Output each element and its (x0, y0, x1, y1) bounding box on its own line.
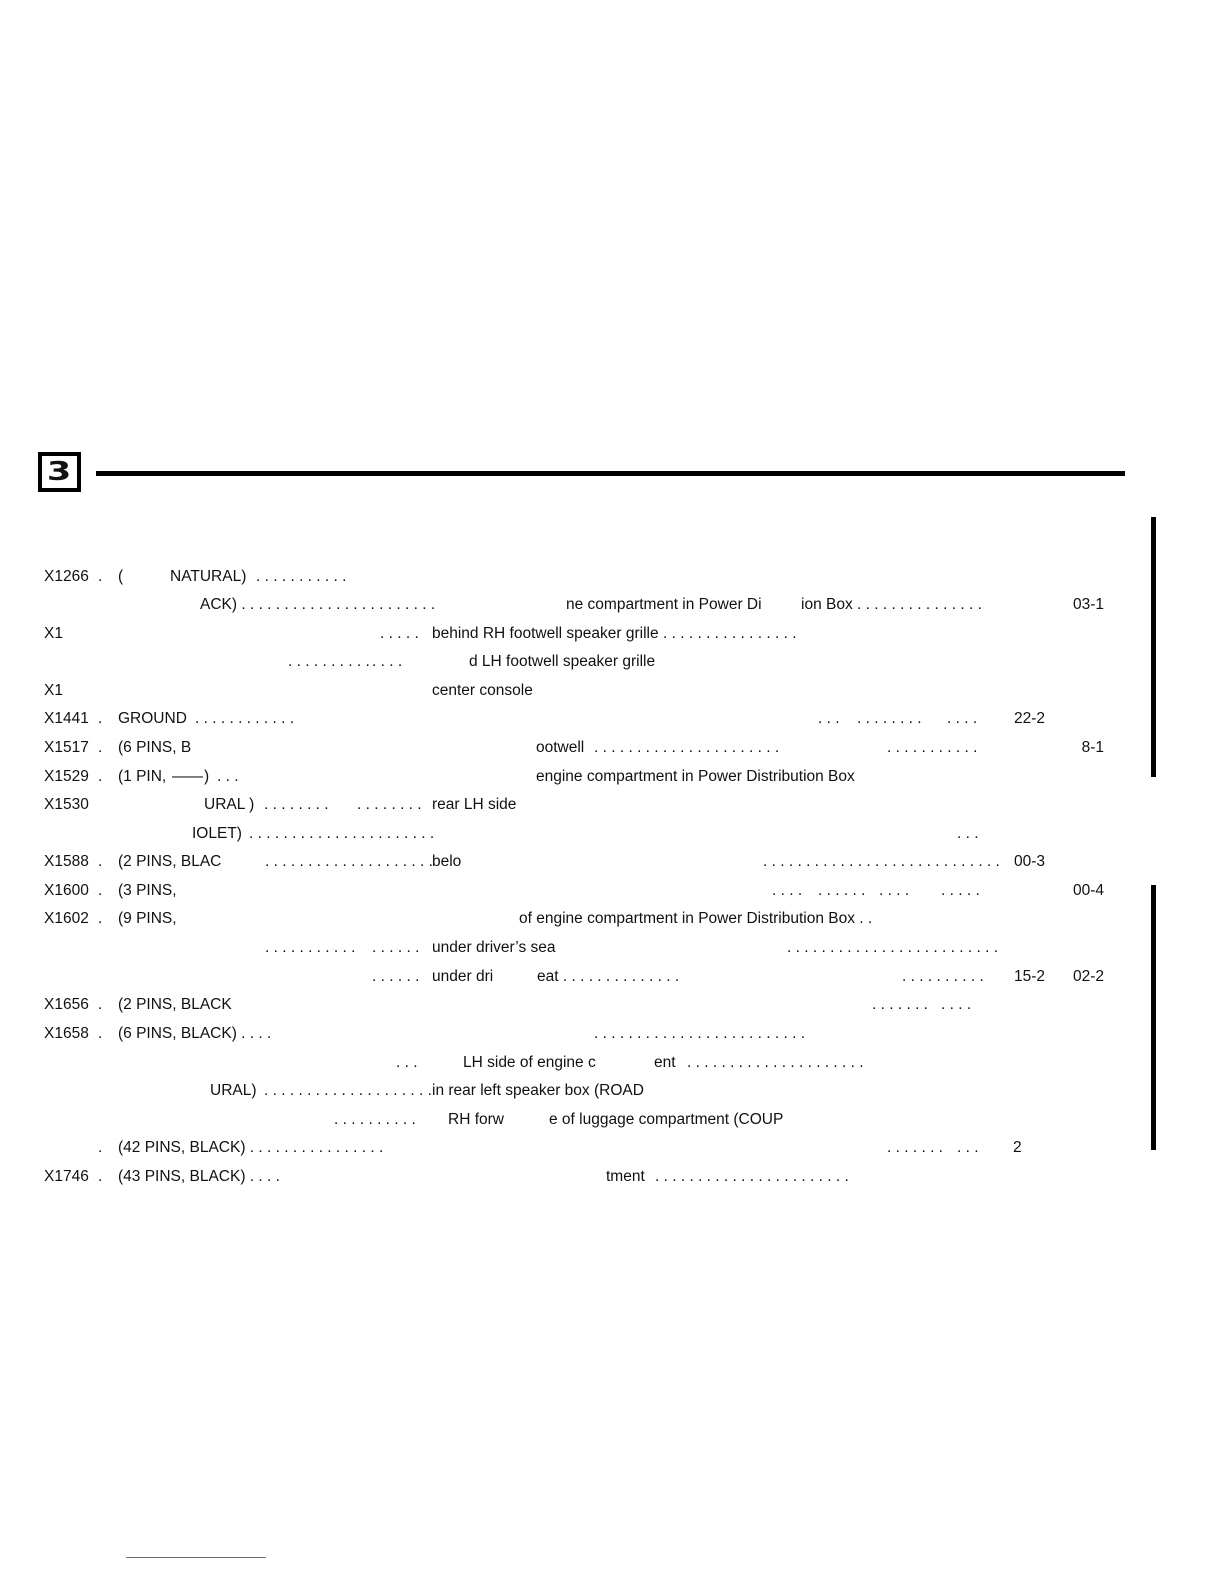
leader-dots: . . . . . . . . . . . . . . . . . . . . . . (249, 825, 435, 842)
connector-id: X1600 (44, 882, 89, 899)
connector-desc: (2 PINS, BLAC (118, 853, 222, 870)
leader-dots: . . . . . . . . . . . . . . . . . . . . . . . . . . . . (763, 853, 1000, 870)
page-ref: 02-2 (1072, 968, 1104, 985)
location-text: LH side of engine c (463, 1054, 596, 1071)
connector-id: X1266 (44, 568, 89, 585)
connector-desc: IOLET) (192, 825, 242, 842)
leader-dots: . . . . . . . . . . (334, 1111, 416, 1128)
leader-dots: . . . . . . . . . . (902, 968, 984, 985)
leader-dots: . . . . . . . . . . (288, 653, 370, 670)
connector-id: X1 (44, 682, 63, 699)
leader-dots: . . . . (947, 710, 978, 727)
leader-dot: . (98, 1139, 103, 1156)
location-text: ion Box . . . . . . . . . . . . . . . (801, 596, 982, 613)
location-text: d LH footwell speaker grille (469, 653, 656, 670)
leader-dots: . . . . . . (818, 882, 866, 899)
leader-dot: . (98, 710, 103, 727)
leader-dot: . (98, 853, 103, 870)
header-rule (96, 471, 1125, 476)
page-ref: 00-3 (1013, 853, 1045, 870)
location-text: RH forw (448, 1111, 504, 1128)
table-row (0, 1110, 1224, 1130)
page-ref: 22-2 (1013, 710, 1045, 727)
leader-dots: . . . . . . . . . . . . . . . . . . . . . (687, 1054, 864, 1071)
table-row (0, 881, 1224, 901)
connector-desc: (43 PINS, BLACK) . . . . (118, 1168, 280, 1185)
page-ref: 2 (1013, 1139, 1022, 1156)
connector-desc: ACK) . . . . . . . . . . . . . . . . . . . . . . . (200, 596, 436, 613)
leader-dots: . . . (217, 768, 239, 785)
connector-desc: (42 PINS, BLACK) . . . . . . . . . . . . . . . . (118, 1139, 384, 1156)
table-row (0, 738, 1224, 758)
location-text: under driver’s sea (432, 939, 556, 956)
leader-dots: . . . . . . . . (857, 710, 922, 727)
connector-id: X1441 (44, 710, 89, 727)
leader-dots: . . . . . (941, 882, 980, 899)
table-row (0, 824, 1224, 844)
location-text: in rear left speaker box (ROAD (432, 1082, 644, 1099)
leader-dot: . (98, 910, 103, 927)
leader-dot: . (98, 1168, 103, 1185)
connector-desc: URAL ) (204, 796, 255, 813)
connector-id: X1517 (44, 739, 89, 756)
location-text: engine compartment in Power Distribution Box (536, 768, 855, 785)
table-row (0, 567, 1224, 587)
connector-id: X1 (44, 625, 63, 642)
location-text: behind RH footwell speaker grille (432, 625, 659, 642)
leader-dots: . . . (957, 825, 979, 842)
section-number-badge (38, 452, 81, 492)
location-text: ent (654, 1054, 676, 1071)
connector-desc: GROUND (118, 710, 187, 727)
connector-desc: —— (172, 768, 203, 785)
table-row (0, 995, 1224, 1015)
leader-dots: . . . . . . . . . . . . . . . . . . . . (265, 853, 433, 870)
leader-dot: . (98, 996, 103, 1013)
table-row (0, 1081, 1224, 1101)
connector-desc: (6 PINS, B (118, 739, 192, 756)
leader-dots: . . . . (879, 882, 910, 899)
table-row (0, 1053, 1224, 1073)
table-row (0, 967, 1224, 987)
connector-desc: (2 PINS, BLACK (118, 996, 232, 1013)
connector-desc: NATURAL) (170, 568, 247, 585)
table-row (0, 1138, 1224, 1158)
leader-dot: . (98, 882, 103, 899)
leader-dots: . . . . . . . . (264, 796, 329, 813)
connector-id: X1656 (44, 996, 89, 1013)
leader-dots: . . . (396, 1054, 418, 1071)
table-row (0, 652, 1224, 672)
leader-dots: . . . . . . . . . . . (256, 568, 347, 585)
leader-dot: . (98, 1025, 103, 1042)
table-row (0, 709, 1224, 729)
connector-id: X1588 (44, 853, 89, 870)
leader-dots: . . . . (772, 882, 803, 899)
connector-id: X1746 (44, 1168, 89, 1185)
table-row (0, 795, 1224, 815)
leader-dots: . . . . . . . . . . . (887, 739, 978, 756)
leader-dots: . . . . . . . . . . . . . . . . . . . . . . (594, 739, 780, 756)
location-text: under dri (432, 968, 494, 985)
table-row (0, 1024, 1224, 1044)
page-ref: 8-1 (1081, 739, 1104, 756)
leader-dot: . (98, 768, 103, 785)
location-text: ootwell (536, 739, 585, 756)
leader-dots: . . . . . . . . . . . (265, 939, 356, 956)
leader-dots: . . . . . . . . . . . . (195, 710, 295, 727)
location-text: belo (432, 853, 462, 870)
leader-dots: . . . . . . . (872, 996, 928, 1013)
page-ref: 00-4 (1072, 882, 1104, 899)
location-text: rear LH side (432, 796, 517, 813)
connector-id: X1602 (44, 910, 89, 927)
table-row (0, 767, 1224, 787)
leader-dot: . (98, 568, 103, 585)
connector-desc: URAL) (210, 1082, 257, 1099)
table-row (0, 681, 1224, 701)
section-number: 3 (47, 457, 72, 487)
page-ref: 15-2 (1013, 968, 1045, 985)
leader-dots: . . . . . . . (887, 1139, 943, 1156)
leader-dots: . . . . . . . . (357, 796, 422, 813)
connector-id: X1530 (44, 796, 89, 813)
location-text: ne compartment in Power Di (566, 596, 762, 613)
table-row (0, 595, 1224, 615)
connector-desc: (6 PINS, BLACK) . . . . (118, 1025, 272, 1042)
location-text: of engine compartment in Power Distribution Box . . (519, 910, 873, 927)
table-row (0, 1167, 1224, 1187)
connector-desc: (1 PIN, (118, 768, 167, 785)
leader-dot: . (98, 739, 103, 756)
footer-link-underline[interactable] (126, 1557, 266, 1558)
location-text: eat . . . . . . . . . . . . . . (537, 968, 680, 985)
leader-dots: . . . . . . (372, 968, 420, 985)
page-ref: 03-1 (1072, 596, 1104, 613)
connector-desc: (9 PINS, (118, 910, 177, 927)
leader-dots: . . . . (372, 653, 403, 670)
table-row (0, 852, 1224, 872)
connector-desc: ( (118, 568, 124, 585)
leader-dots: . . . . . . (372, 939, 420, 956)
table-row (0, 938, 1224, 958)
location-text: tment (606, 1168, 645, 1185)
leader-dots: . . . . (941, 996, 972, 1013)
leader-dots: . . . (957, 1139, 979, 1156)
leader-dots: . . . . . (380, 625, 419, 642)
leader-dots: . . . . . . . . . . . . . . . . . . . . . . . . . (787, 939, 999, 956)
leader-dots: . . . . . . . . . . . . . . . . . . . . . . . (655, 1168, 849, 1185)
leader-dots: . . . . . . . . . . . . . . . . . . . . (264, 1082, 432, 1099)
leader-dots: . . . . . . . . . . . . . . . . (663, 625, 797, 642)
connector-desc: ) (204, 768, 210, 785)
table-row (0, 909, 1224, 929)
connector-id: X1529 (44, 768, 89, 785)
location-text: center console (432, 682, 533, 699)
leader-dots: . . . . . . . . . . . . . . . . . . . . . . . . . (594, 1025, 806, 1042)
connector-desc: (3 PINS, (118, 882, 177, 899)
location-text: e of luggage compartment (COUP (549, 1111, 784, 1128)
connector-id: X1658 (44, 1025, 89, 1042)
leader-dots: . . . (818, 710, 840, 727)
table-row (0, 624, 1224, 644)
